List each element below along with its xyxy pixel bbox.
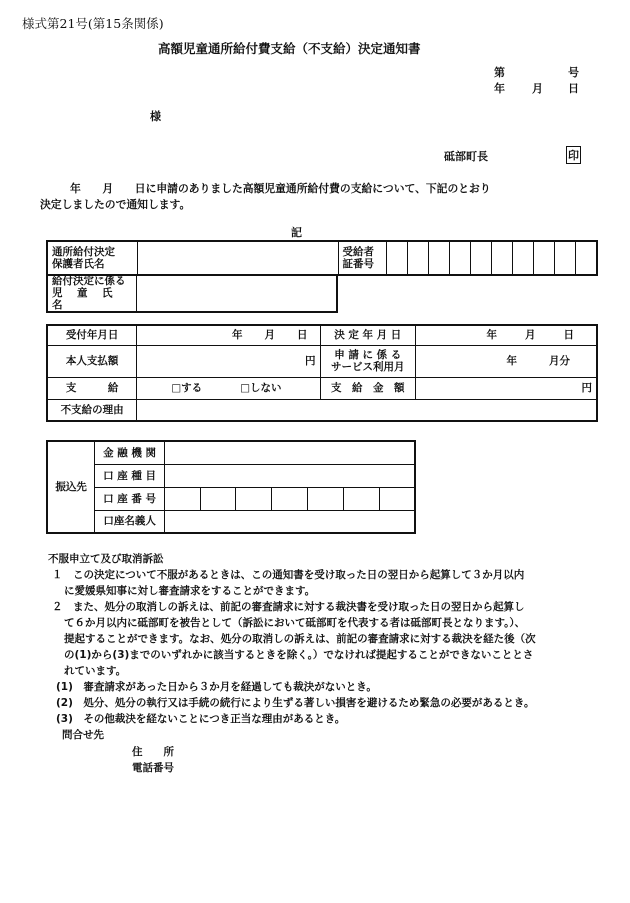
note-2-line-5: れています。 bbox=[64, 665, 127, 677]
date-year: 年 bbox=[494, 82, 505, 95]
note-2-line-3: 提起することができます。なお、処分の取消しの訴えは、前記の審査請求に対する裁決を経た後（次 bbox=[64, 633, 536, 645]
decided-date-label: 決 定 年 月 日 bbox=[320, 325, 415, 345]
recipient-digit[interactable] bbox=[407, 241, 428, 275]
amount-label: 支 給 金 額 bbox=[320, 377, 415, 399]
account-type-label: 口 座 種 目 bbox=[95, 464, 165, 487]
recipient-digit[interactable] bbox=[386, 241, 407, 275]
account-holder-label: 口座名義人 bbox=[95, 510, 165, 533]
issuer: 砥部町長 bbox=[444, 150, 488, 163]
table-decision bbox=[46, 324, 598, 422]
ki-label: 記 bbox=[291, 226, 302, 239]
pay-no-checkbox[interactable]: □しない bbox=[240, 382, 282, 394]
received-date-field[interactable]: 年 月 日 bbox=[137, 325, 320, 345]
self-pay-field[interactable]: 円 bbox=[137, 345, 320, 377]
note-1-line-2: に愛媛県知事に対し審査請求をすることができます。 bbox=[64, 585, 316, 597]
recipient-digit[interactable] bbox=[470, 241, 491, 275]
date-month: 月 bbox=[532, 82, 543, 95]
recipient-digit[interactable] bbox=[534, 241, 555, 275]
recipient-digit[interactable] bbox=[513, 241, 534, 275]
pay-yes-checkbox[interactable]: □する bbox=[171, 382, 203, 394]
account-digit[interactable] bbox=[379, 487, 415, 510]
number-suffix: 号 bbox=[568, 66, 579, 79]
bank-label: 金 融 機 関 bbox=[95, 441, 165, 464]
notes-heading: 不服申立て及び取消訴訟 bbox=[48, 553, 164, 565]
table-applicant bbox=[46, 240, 598, 276]
received-date-label: 受付年月日 bbox=[47, 325, 137, 345]
account-digit[interactable] bbox=[164, 487, 200, 510]
note-2-line-2: て６か月以内に砥部町を被告として（訴訟において砥部町を代表する者は砥部町長となります。）、 bbox=[64, 617, 526, 629]
recipient-digit[interactable] bbox=[428, 241, 449, 275]
intro-line-1: 年 月 日に申請のありました高額児童通所給付費の支給について、下記のとおり bbox=[70, 182, 491, 195]
note-1-line-1: １ この決定について不服があるときは、この通知書を受け取った日の翌日から起算して３か月以内 bbox=[52, 569, 525, 581]
account-digit[interactable] bbox=[308, 487, 344, 510]
table-transfer bbox=[46, 440, 416, 534]
condition-3: (3) その他裁決を経ないことにつき正当な理由があるとき。 bbox=[56, 713, 346, 725]
payment-choice bbox=[137, 377, 320, 399]
note-2-line-4: の(1)から(3)までのいずれかに該当するときを除く。）でなければ提起することができないこととさ bbox=[64, 649, 534, 661]
guardian-name-label: 通所給付決定 保護者氏名 bbox=[47, 241, 137, 275]
guardian-name-field[interactable] bbox=[137, 241, 338, 275]
recipient-digit[interactable] bbox=[576, 241, 597, 275]
intro-line-2: 決定しましたので通知します。 bbox=[40, 198, 191, 211]
service-month-label: 申 請 に 係 る サービス利用月 bbox=[320, 345, 415, 377]
phone-label: 電話番号 bbox=[132, 762, 174, 774]
form-number: 様式第21号(第15条関係) bbox=[22, 16, 164, 31]
date-day: 日 bbox=[568, 82, 579, 95]
number-prefix: 第 bbox=[494, 66, 505, 79]
condition-2: (2) 処分、処分の執行又は手続の続行により生ずる著しい損害を避けるため緊急の必要があるとき。 bbox=[56, 697, 535, 709]
payment-label: 支 給 bbox=[47, 377, 137, 399]
reason-label: 不支給の理由 bbox=[47, 399, 137, 421]
account-digit[interactable] bbox=[272, 487, 308, 510]
reason-field[interactable] bbox=[137, 399, 597, 421]
decided-date-field[interactable]: 年 月 日 bbox=[416, 325, 598, 345]
condition-1: (1) 審査請求があった日から３か月を経過しても裁決がないとき。 bbox=[56, 681, 377, 693]
account-digit[interactable] bbox=[200, 487, 236, 510]
account-digit[interactable] bbox=[343, 487, 379, 510]
recipient-digit[interactable] bbox=[449, 241, 470, 275]
table-child bbox=[46, 274, 338, 313]
account-type-field[interactable] bbox=[164, 464, 415, 487]
transfer-label: 振込先 bbox=[47, 441, 95, 533]
account-digit[interactable] bbox=[236, 487, 272, 510]
self-pay-label: 本人支払額 bbox=[47, 345, 137, 377]
address-label: 住 所 bbox=[132, 746, 174, 758]
recipient-digit[interactable] bbox=[555, 241, 576, 275]
contact-label: 問合せ先 bbox=[62, 729, 104, 741]
child-name-field[interactable] bbox=[137, 275, 337, 313]
addressee-suffix: 様 bbox=[150, 110, 161, 123]
account-holder-field[interactable] bbox=[164, 510, 415, 533]
account-number-label: 口 座 番 号 bbox=[95, 487, 165, 510]
page-title: 高額児童通所給付費支給（不支給）決定通知書 bbox=[158, 41, 421, 56]
recipient-digit[interactable] bbox=[492, 241, 513, 275]
service-month-field[interactable]: 年 月分 bbox=[416, 345, 598, 377]
child-name-label: 給付決定に係る 児 童 氏 名 bbox=[47, 275, 137, 313]
seal-mark: 印 bbox=[566, 146, 581, 164]
amount-field[interactable]: 円 bbox=[416, 377, 598, 399]
bank-field[interactable] bbox=[164, 441, 415, 464]
recipient-number-label: 受給者 証番号 bbox=[338, 241, 386, 275]
note-2-line-1: ２ また、処分の取消しの訴えは、前記の審査請求に対する裁決書を受け取った日の翌日から起算し bbox=[52, 601, 525, 613]
